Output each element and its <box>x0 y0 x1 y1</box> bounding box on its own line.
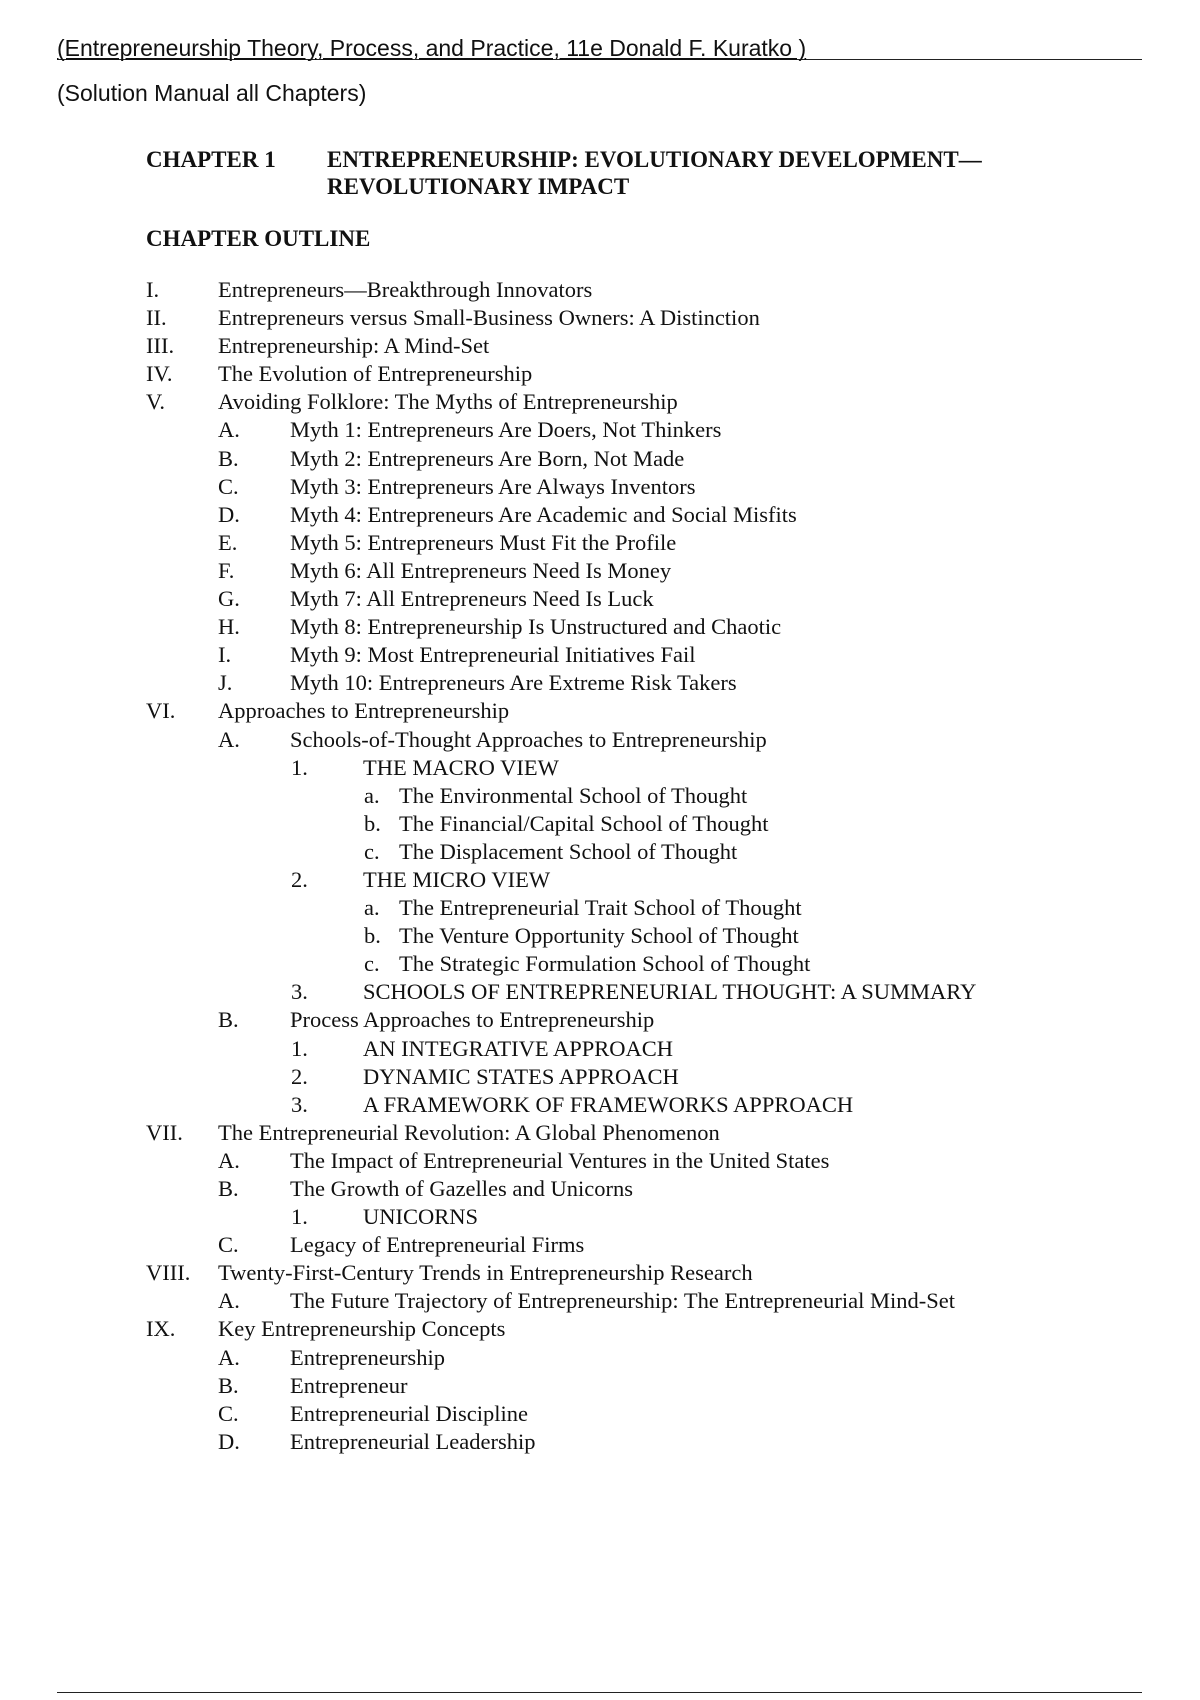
outline-item-text: Entrepreneurs versus Small-Business Owners: A Distinction <box>218 305 760 331</box>
outline-item-text: The Evolution of Entrepreneurship <box>218 361 533 387</box>
outline-item <box>146 1063 1146 1091</box>
outline-item <box>146 613 1146 641</box>
outline-item-marker: 1. <box>291 1035 308 1061</box>
outline-item <box>146 1203 1146 1231</box>
outline-item-text: The Entrepreneurial Revolution: A Global Phenomenon <box>218 1119 720 1145</box>
outline-item-marker: A. <box>218 726 240 752</box>
document-subtitle: (Solution Manual all Chapters) <box>57 80 367 106</box>
footer-rule <box>57 1692 1142 1693</box>
outline-item-text: The Environmental School of Thought <box>399 782 748 808</box>
outline-item-marker: c. <box>364 951 380 977</box>
outline-item <box>146 1344 1146 1372</box>
outline-item-marker: VIII. <box>146 1260 191 1286</box>
outline-item-marker: I. <box>146 277 160 302</box>
outline-item-marker: B. <box>218 1372 239 1398</box>
outline-item <box>146 726 1146 754</box>
outline-item-text: THE MICRO VIEW <box>363 866 551 892</box>
outline-item-text: Myth 6: All Entrepreneurs Need Is Money <box>290 557 672 583</box>
outline-item-marker: 2. <box>291 1063 308 1089</box>
outline-item <box>146 950 1146 978</box>
outline-heading: CHAPTER OUTLINE <box>146 226 371 251</box>
outline-item <box>146 1119 1146 1147</box>
outline-item <box>146 1035 1146 1063</box>
outline-item-marker: b. <box>364 923 381 949</box>
outline-item <box>146 473 1146 501</box>
outline-item-text: Myth 3: Entrepreneurs Are Always Inventors <box>290 473 696 499</box>
outline-item-marker: B. <box>218 1176 239 1201</box>
outline-item-text: Myth 1: Entrepreneurs Are Doers, Not Thinkers <box>290 417 722 443</box>
outline-item-marker: 3. <box>291 1091 308 1117</box>
chapter-title: ENTREPRENEURSHIP: EVOLUTIONARY DEVELOPMENT— REVOLUTIONARY IMPACT <box>327 147 982 199</box>
outline-item-text: SCHOOLS OF ENTREPRENEURIAL THOUGHT: A SUMMARY <box>363 979 977 1005</box>
outline-item-marker: D. <box>218 1428 240 1454</box>
outline-item <box>146 1287 1146 1315</box>
outline-item-text: Myth 2: Entrepreneurs Are Born, Not Made <box>290 445 685 471</box>
outline-item <box>146 360 1146 388</box>
outline-item <box>146 1400 1146 1428</box>
outline-item-marker: a. <box>364 782 380 808</box>
outline-item-text: The Future Trajectory of Entrepreneurship: The Entrepreneurial Mind-Set <box>290 1288 956 1314</box>
outline-item-text: Myth 4: Entrepreneurs Are Academic and Social Misfits <box>290 501 797 527</box>
outline-item <box>146 1428 1146 1456</box>
outline-item-marker: I. <box>218 642 232 668</box>
outline-item-text: The Strategic Formulation School of Thought <box>399 951 811 977</box>
outline-item-text: Myth 10: Entrepreneurs Are Extreme Risk Takers <box>290 670 737 696</box>
outline-item <box>146 894 1146 922</box>
outline-item <box>146 754 1146 782</box>
outline-item-text: Key Entrepreneurship Concepts <box>218 1316 506 1342</box>
outline-item-text: Schools-of-Thought Approaches to Entrepreneurship <box>290 726 767 752</box>
outline-item-text: The Growth of Gazelles and Unicorns <box>290 1176 634 1201</box>
outline-item-marker: a. <box>364 895 380 921</box>
outline-item <box>146 304 1146 332</box>
outline-item-text: A FRAMEWORK OF FRAMEWORKS APPROACH <box>363 1091 854 1117</box>
outline-item-text: The Entrepreneurial Trait School of Thought <box>399 895 802 921</box>
outline-item-text: Approaches to Entrepreneurship <box>218 698 510 724</box>
outline-item-text: Myth 5: Entrepreneurs Must Fit the Profile <box>290 529 677 555</box>
outline-item-text: Entrepreneurial Discipline <box>290 1400 529 1426</box>
outline-item-text: THE MACRO VIEW <box>363 754 559 780</box>
outline-item <box>146 276 1146 304</box>
outline-item-text: Twenty-First-Century Trends in Entrepreneurship Research <box>218 1260 753 1286</box>
outline-item <box>146 1231 1146 1259</box>
outline-item-marker: c. <box>364 838 380 864</box>
outline-item-text: Legacy of Entrepreneurial Firms <box>290 1232 585 1258</box>
chapter-outline <box>146 276 1146 1456</box>
outline-item <box>146 866 1146 894</box>
outline-item <box>146 501 1146 529</box>
outline-item-marker: 1. <box>291 1204 308 1230</box>
outline-item-text: Entrepreneurship <box>290 1344 445 1370</box>
outline-item-marker: C. <box>218 1400 239 1426</box>
outline-item <box>146 557 1146 585</box>
outline-item <box>146 585 1146 613</box>
outline-item-marker: F. <box>218 557 235 583</box>
outline-item-marker: 3. <box>291 979 308 1005</box>
outline-item-marker: V. <box>146 389 165 415</box>
outline-item-marker: H. <box>218 614 240 640</box>
outline-item-marker: A. <box>218 1147 240 1173</box>
outline-item-text: The Financial/Capital School of Thought <box>399 810 769 836</box>
outline-item-marker: VI. <box>146 698 176 724</box>
document-header <box>57 33 1142 60</box>
outline-item <box>146 529 1146 557</box>
outline-item-text: Myth 7: All Entrepreneurs Need Is Luck <box>290 586 654 612</box>
outline-item-marker: C. <box>218 473 239 499</box>
outline-item-marker: A. <box>218 1344 240 1370</box>
outline-item <box>146 697 1146 725</box>
outline-item-text: Entrepreneurship: A Mind-Set <box>218 333 490 359</box>
outline-item-marker: B. <box>218 445 239 471</box>
outline-item-text: Entrepreneurs—Breakthrough Innovators <box>218 277 593 302</box>
outline-item <box>146 641 1146 669</box>
outline-item <box>146 1006 1146 1034</box>
outline-item <box>146 388 1146 416</box>
outline-item-marker: IX. <box>146 1316 176 1342</box>
outline-item <box>146 445 1146 473</box>
outline-item <box>146 1372 1146 1400</box>
source-title: (Entrepreneurship Theory, Process, and Practice, 11e Donald F. Kuratko ) <box>57 35 807 61</box>
outline-item <box>146 1091 1146 1119</box>
chapter-number: CHAPTER 1 <box>146 147 276 172</box>
outline-item-marker: J. <box>218 670 233 696</box>
outline-item-text: The Venture Opportunity School of Thought <box>399 923 799 949</box>
outline-item-marker: A. <box>218 417 240 443</box>
outline-item <box>146 1147 1146 1175</box>
outline-item <box>146 782 1146 810</box>
outline-item-text: Process Approaches to Entrepreneurship <box>290 1007 655 1033</box>
outline-item <box>146 1315 1146 1343</box>
outline-item-marker: II. <box>146 305 167 331</box>
outline-item <box>146 669 1146 697</box>
outline-item-text: Entrepreneur <box>290 1372 408 1398</box>
outline-item-marker: III. <box>146 333 175 359</box>
outline-item-marker: VII. <box>146 1119 183 1145</box>
outline-item <box>146 810 1146 838</box>
outline-item-text: The Displacement School of Thought <box>399 838 738 864</box>
outline-item-text: UNICORNS <box>363 1204 479 1230</box>
outline-item-text: Myth 8: Entrepreneurship Is Unstructured and Chaotic <box>290 614 782 640</box>
outline-item <box>146 838 1146 866</box>
outline-item <box>146 332 1146 360</box>
outline-item <box>146 1259 1146 1287</box>
outline-item <box>146 416 1146 444</box>
outline-item-marker: b. <box>364 810 381 836</box>
outline-item-text: Myth 9: Most Entrepreneurial Initiatives Fail <box>290 642 696 668</box>
outline-item <box>146 922 1146 950</box>
outline-item-text: AN INTEGRATIVE APPROACH <box>363 1035 674 1061</box>
outline-item-marker: E. <box>218 529 238 555</box>
outline-item-marker: IV. <box>146 361 173 387</box>
outline-item-text: Avoiding Folklore: The Myths of Entrepreneurship <box>218 389 678 415</box>
outline-item-marker: 2. <box>291 866 308 892</box>
outline-item <box>146 1175 1146 1203</box>
outline-item-marker: 1. <box>291 754 308 780</box>
outline-item-text: The Impact of Entrepreneurial Ventures in the United States <box>290 1147 830 1173</box>
outline-item-text: Entrepreneurial Leadership <box>290 1428 536 1454</box>
outline-item-text: DYNAMIC STATES APPROACH <box>363 1063 679 1089</box>
outline-item-marker: D. <box>218 501 240 527</box>
outline-item-marker: C. <box>218 1232 239 1258</box>
outline-item <box>146 978 1146 1006</box>
outline-item-marker: G. <box>218 586 240 612</box>
outline-item-marker: B. <box>218 1007 239 1033</box>
outline-item-marker: A. <box>218 1288 240 1314</box>
